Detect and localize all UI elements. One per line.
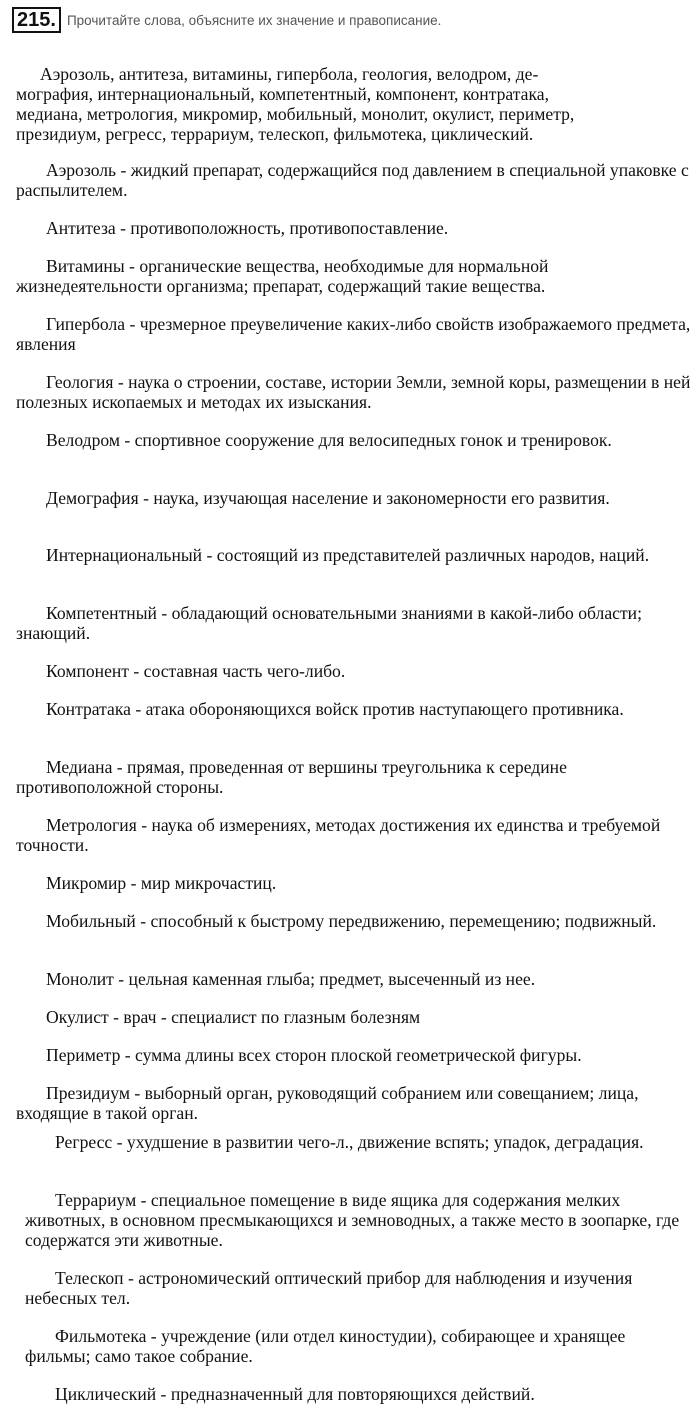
entry-definition: ухудшение в развитии чего-л., движение вспять; упадок, деградация. <box>126 1132 644 1152</box>
entry-term: Монолит <box>46 969 114 989</box>
entry-term: Контратака <box>46 699 131 719</box>
definition-entry: Микромир - мир микрочастиц. <box>46 873 277 893</box>
definition-entry: Контратака - атака обороняющихся войск против наступающего противника. <box>46 699 624 719</box>
entry-definition: цельная каменная глыба; предмет, высеченный из нее. <box>128 969 536 989</box>
entry-term: Периметр <box>46 1045 121 1065</box>
entry-definition: наука, изучающая население и закономерности его развития. <box>153 488 610 508</box>
entry-term: Геология <box>46 372 114 392</box>
entry-definition: атака обороняющихся войск против наступающего противника. <box>145 699 624 719</box>
entry-term: Интернациональный <box>46 545 203 565</box>
entry-definition: наука о строении, составе, истории Земли, земной коры, размещении в ней полезных ископаемых и методах их изыскания. <box>16 372 691 412</box>
entry-definition: жидкий препарат, содержащийся под давлением в специальной упаковке с распылителем. <box>16 160 689 200</box>
word-list-line: президиум, регресс, террариум, телескоп, фильмотека, циклический. <box>16 124 534 144</box>
entry-definition: составная часть чего-либо. <box>143 661 346 681</box>
definition-entry: Циклический - предназначенный для повторяющихся действий. <box>55 1384 535 1404</box>
word-list-line: мография, интернациональный, компетентный, компонент, контратака, <box>16 84 549 104</box>
entry-definition: предназначенный для повторяющихся действий. <box>170 1384 535 1404</box>
entry-term: Метрология <box>46 815 137 835</box>
entry-definition: органические вещества, необходимые для нормальной жизнедеятельности организма; препарат, содержащий такие вещества. <box>16 256 549 296</box>
entry-term: Президиум <box>46 1083 130 1103</box>
definition-entry: Антитеза - противоположность, противопоставление. <box>46 218 449 238</box>
entry-term: Микромир <box>46 873 127 893</box>
definition-entry: Террариум - специальное помещение в виде ящика для содержания мелких животных, в основном пресмыкающихся и земноводных, а также место в зоопарке, где содержатся эти животные. <box>25 1190 680 1250</box>
entry-definition: прямая, проведенная от вершины треугольника к середине противоположной стороны. <box>16 757 567 797</box>
definition-entry: Регресс - ухудшение в развитии чего-л., движение вспять; упадок, деградация. <box>55 1132 644 1152</box>
entry-definition: наука об измерениях, методах достижения их единства и требуемой точности. <box>16 815 661 855</box>
entry-term: Компонент <box>46 661 129 681</box>
entry-definition: противоположность, противопоставление. <box>130 218 449 238</box>
word-list-line: медиана, метрология, микромир, мобильный, монолит, окулист, периметр, <box>16 104 575 124</box>
entry-definition: обладающий основательными знаниями в какой-либо области; знающий. <box>16 603 642 643</box>
entry-term: Демография <box>46 488 139 508</box>
entry-definition: чрезмерное преувеличение каких-либо свойств изображаемого предмета, явления <box>16 314 691 354</box>
word-list-line: Аэрозоль, антитеза, витамины, гипербола, геология, велодром, де- <box>40 64 539 84</box>
definition-entry: Демография - наука, изучающая население и закономерности его развития. <box>46 488 610 508</box>
entry-term: Витамины <box>46 256 125 276</box>
entry-term: Аэрозоль <box>46 160 117 180</box>
entry-definition: спортивное сооружение для велосипедных гонок и тренировок. <box>134 430 612 450</box>
definition-entry: Велодром - спортивное сооружение для велосипедных гонок и тренировок. <box>46 430 612 450</box>
definition-entry: Гипербола - чрезмерное преувеличение каких-либо свойств изображаемого предмета, явления <box>16 314 691 354</box>
entry-term: Окулист <box>46 1007 109 1027</box>
definition-entry: Мобильный - способный к быстрому передвижению, перемещению; подвижный. <box>46 911 657 931</box>
task-number: 215. <box>12 7 61 33</box>
definition-entry: Компетентный - обладающий основательными знаниями в какой-либо области; знающий. <box>16 603 642 643</box>
entry-definition: сумма длины всех сторон плоской геометрической фигуры. <box>135 1045 582 1065</box>
definition-entry: Компонент - составная часть чего-либо. <box>46 661 346 681</box>
entry-definition: врач - специалист по глазным болезням <box>123 1007 421 1027</box>
definition-entry: Метрология - наука об измерениях, методах достижения их единства и требуемой точности. <box>16 815 661 855</box>
entry-definition: способный к быстрому передвижению, перемещению; подвижный. <box>150 911 657 931</box>
entry-term: Фильмотека <box>55 1326 147 1346</box>
entry-definition: специальное помещение в виде ящика для содержания мелких животных, в основном пресмыкающихся и земноводных, а также место в зоопарке, где содержатся эти животные. <box>25 1190 680 1250</box>
definition-entry: Окулист - врач - специалист по глазным болезням <box>46 1007 421 1027</box>
task-instruction: Прочитайте слова, объясните их значение и правописание. <box>66 12 442 28</box>
definition-entry: Президиум - выборный орган, руководящий собранием или совещанием; лица, входящие в такой орган. <box>16 1083 639 1123</box>
entry-term: Антитеза <box>46 218 116 238</box>
definition-entry: Витамины - органические вещества, необходимые для нормальной жизнедеятельности организма; препарат, содержащий такие вещества. <box>16 256 549 296</box>
definition-entry: Телескоп - астрономический оптический прибор для наблюдения и изучения небесных тел. <box>25 1268 633 1308</box>
definition-entry: Монолит - цельная каменная глыба; предмет, высеченный из нее. <box>46 969 536 989</box>
entry-definition: астрономический оптический прибор для наблюдения и изучения небесных тел. <box>25 1268 633 1308</box>
entry-term: Мобильный <box>46 911 136 931</box>
entry-term: Гипербола <box>46 314 126 334</box>
entry-term: Телескоп <box>55 1268 124 1288</box>
definition-entry: Медиана - прямая, проведенная от вершины треугольника к середине противоположной стороны. <box>16 757 567 797</box>
entry-term: Циклический <box>55 1384 157 1404</box>
entry-definition: мир микрочастиц. <box>140 873 277 893</box>
entry-term: Компетентный <box>46 603 157 623</box>
entry-term: Регресс <box>55 1132 113 1152</box>
entry-term: Террариум <box>55 1190 137 1210</box>
definition-entry: Периметр - сумма длины всех сторон плоской геометрической фигуры. <box>46 1045 582 1065</box>
entry-definition: выборный орган, руководящий собранием или совещанием; лица, входящие в такой орган. <box>16 1083 639 1123</box>
entry-definition: учреждение (или отдел киностудии), собирающее и хранящее фильмы; само такое собрание. <box>25 1326 626 1366</box>
entry-definition: состоящий из представителей различных народов, наций. <box>216 545 650 565</box>
entry-term: Медиана <box>46 757 113 777</box>
definition-entry: Аэрозоль - жидкий препарат, содержащийся под давлением в специальной упаковке с распылителем. <box>16 160 689 200</box>
definition-entry: Фильмотека - учреждение (или отдел киностудии), собирающее и хранящее фильмы; само такое собрание. <box>25 1326 626 1366</box>
definition-entry: Геология - наука о строении, составе, истории Земли, земной коры, размещении в ней полезных ископаемых и методах их изыскания. <box>16 372 691 412</box>
definition-entry: Интернациональный - состоящий из представителей различных народов, наций. <box>46 545 650 565</box>
entry-term: Велодром <box>46 430 120 450</box>
